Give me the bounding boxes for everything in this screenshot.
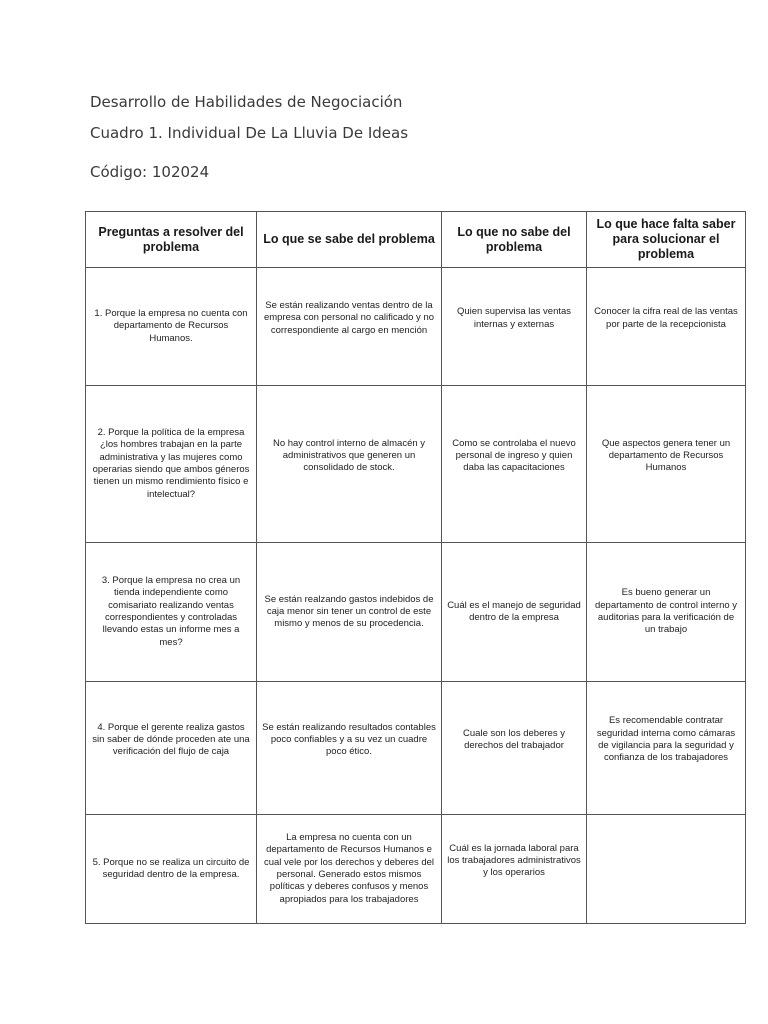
table-cell-question	[86, 682, 257, 815]
table-cell-unknown	[442, 815, 587, 924]
cell-text: Se están realzando gastos indebidos de caja menor sin tener un control de este mismo y menos de su procedencia.	[264, 593, 434, 630]
table-cell-needed	[587, 682, 746, 815]
table-cell-needed	[587, 386, 746, 543]
table-cell-known	[257, 682, 442, 815]
cell-text: 2. Porque la política de la empresa ¿los hombres trabajan en la parte administrativa y las mujeres como operarias siendo que ambos géneros tienen un mismo rendimiento físico e intelectual?	[92, 427, 250, 500]
table-cell-known	[257, 815, 442, 924]
cell-text: 5. Porque no se realiza un circuito de seguridad dentro de la empresa.	[92, 856, 250, 880]
cell-text: 1. Porque la empresa no cuenta con departamento de Recursos Humanos.	[94, 308, 248, 344]
column-header-known: Lo que se sabe del problema	[257, 212, 442, 268]
table-cell-question	[86, 268, 257, 386]
cell-text: Es bueno generar un departamento de control interno y auditorias para la verificación de un trabajo	[594, 587, 738, 636]
table-cell-unknown	[442, 268, 587, 386]
cell-text: Cuál es la jornada laboral para los trabajadores administrativos y los operarios	[447, 842, 581, 879]
table-cell-question	[86, 386, 257, 543]
brainstorm-table	[85, 211, 746, 924]
cell-text: Como se controlaba el nuevo personal de ingreso y quien daba las capacitaciones	[452, 437, 576, 474]
cell-text: No hay control interno de almacén y administrativos que generen un consolidado de stock.	[272, 437, 426, 474]
cell-text: Cuál es el manejo de seguridad dentro de la empresa	[447, 599, 581, 623]
document-subtitle: Cuadro 1. Individual De La Lluvia De Ideas	[90, 124, 409, 142]
table-cell-unknown	[442, 682, 587, 815]
column-header-questions: Preguntas a resolver del problema	[86, 212, 257, 268]
table-cell-needed	[587, 268, 746, 386]
table-cell-known	[257, 543, 442, 682]
cell-text: La empresa no cuenta con un departamento de Recursos Humanos e cual vele por los derechos y deberes del personal. Generado estos mismos políticas y deberes confusos y menos apropiados para los trabajadores	[263, 832, 435, 905]
cell-text: 4. Porque el gerente realiza gastos sin saber de dónde proceden ate una verificación del flujo de caja	[92, 721, 250, 758]
table-cell-needed	[587, 543, 746, 682]
table-cell-known	[257, 386, 442, 543]
table-row	[86, 543, 746, 682]
column-header-needed: Lo que hace falta saber para solucionar el problema	[587, 212, 746, 268]
table-header-row	[86, 212, 746, 268]
table-cell-known	[257, 268, 442, 386]
table-row	[86, 815, 746, 924]
column-header-unknown: Lo que no sabe del problema	[442, 212, 587, 268]
table-cell-question	[86, 543, 257, 682]
table-cell-question	[86, 815, 257, 924]
document-title: Desarrollo de Habilidades de Negociación	[90, 93, 403, 111]
table-cell-unknown	[442, 386, 587, 543]
cell-text: Cuale son los deberes y derechos del trabajador	[463, 727, 565, 751]
table-row	[86, 682, 746, 815]
cell-text: Se están realizando ventas dentro de la empresa con personal no calificado y no correspondiente al cargo en mención	[263, 300, 435, 336]
cell-text: Que aspectos genera tener un departamento de Recursos Humanos	[601, 437, 731, 474]
cell-text: Conocer la cifra real de las ventas por parte de la recepcionista	[594, 306, 738, 330]
document-code: Código: 102024	[90, 163, 210, 181]
cell-text: Quien supervisa las ventas internas y externas	[456, 306, 572, 330]
table-row	[86, 268, 746, 386]
table-cell-unknown	[442, 543, 587, 682]
table-row	[86, 386, 746, 543]
cell-text: 3. Porque la empresa no crea un tienda independiente como comisariato realizando ventas correspondientes y controladas llevando estas un informe mes a mes?	[101, 575, 241, 648]
table-cell-needed	[587, 815, 746, 924]
cell-text: Es recomendable contratar seguridad interna como cámaras de vigilancia para la seguridad y confianza de los trabajadores	[596, 715, 736, 764]
cell-text: Se están realizando resultados contables poco confiables y a su vez un cuadre poco ético.	[262, 721, 436, 758]
